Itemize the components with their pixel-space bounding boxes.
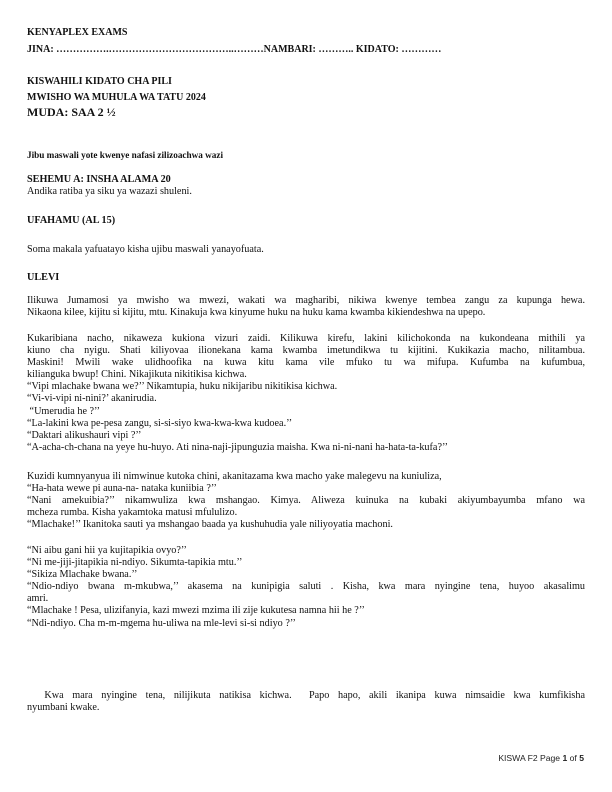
text-line: Maskini! Mwili wake ulidhoofika na kuwa kitu kama vile mfuko tu wa mifupa. Kufumba na kufumbua, (27, 357, 585, 369)
text-line: amri. (27, 593, 49, 605)
text-line: kiuno cha nyigu. Shati kiliyovaa ilionekana kama kwamba imetundikwa tu kijitini. Kukikazia macho, nilitambua. (27, 345, 585, 357)
text-line: “Mlachake!’’ Ikanitoka sauti ya mshangao baada ya kushuhudia yale niliyoyatia machoni. (27, 519, 393, 531)
text-line: “Vi-vi-vipi ni-nini?’ akanirudia. (27, 393, 157, 405)
text-line: mcheza rumba. Kisha yakamtoka matusi mfululizo. (27, 507, 238, 519)
text-line: Kwa mara nyingine tena, nilijikuta natikisa kichwa. Papo hapo, akili ikanipa kuwa nimsaidie kwa kumfikisha (27, 690, 585, 701)
text-line: “Umerudia he ?’’ (27, 405, 101, 417)
total-pages-number: 5 (579, 753, 584, 763)
exam-duration: MUDA: SAA 2 ½ (27, 105, 116, 119)
subject-title: KISWAHILI KIDATO CHA PILI (27, 76, 172, 87)
text-line: “Vipi mlachake bwana we?’’ Nikamtupia, huku nikijaribu nikitikisa kichwa. (27, 381, 338, 393)
text-line: “Ni me-jiji-jitapikia ni-ndiyo. Sikumta-tapikia mtu.’’ (27, 557, 243, 569)
student-fields-line: JINA: …………….………………………………..………NAMBARI: ……….. KIDATO: ………… (27, 44, 442, 55)
term-title: MWISHO WA MUHULA WA TATU 2024 (27, 92, 206, 103)
current-page-number: 1 (562, 753, 568, 763)
text-line: “Nani amekuibia?’’ nikamwuliza kwa mshangao. Kimya. Aliweza kuinuka na kubaki akiyumbayumba mfano wa (27, 495, 585, 507)
story-paragraph-5 (27, 690, 585, 714)
footer-prefix: KISWA F2 Page (498, 753, 563, 763)
comprehension-title: UFAHAMU (AL 15) (27, 215, 116, 226)
text-line: “Mlachake ! Pesa, ulizifanyia, kazi mwezi mzima ili zije kukutesa namna hii he ?’’ (27, 605, 365, 617)
text-line: kilianguka bwup! Chini. Nikajikuta nikitikisa kichwa. (27, 369, 247, 381)
text-line: Nikaona kilee, kijitu si kijitu, mtu. Kinakuja kwa kinyume huku na huku kama kwamba kikiendeshwa na upepo. (27, 307, 486, 319)
story-title: ULEVI (27, 272, 60, 283)
text-line: “La-lakini kwa pe-pesa zangu, si-si-siyo kwa-kwa-kwa kudoea.’’ (27, 417, 293, 429)
section-a-title: SEHEMU A: INSHA ALAMA 20 (27, 174, 171, 185)
story-paragraph-1 (27, 295, 585, 319)
text-line: “Ni aibu gani hii ya kujitapikia ovyo?’’ (27, 545, 187, 556)
story-paragraph-4 (27, 545, 585, 630)
story-paragraph-3 (27, 471, 585, 531)
text-line: “Ndi-ndiyo. Cha m-m-mgema hu-uliwa na mle-levi si-si ndiyo ?’’ (27, 617, 296, 629)
publisher-name: KENYAPLEX EXAMS (27, 27, 128, 38)
general-instruction: Jibu maswali yote kwenye nafasi zilizoachwa wazi (27, 150, 223, 160)
section-a-prompt: Andika ratiba ya siku ya wazazi shuleni. (27, 186, 192, 197)
text-line: “Ndio-ndiyo bwana m-mkubwa,’’ akasema na kunipigia saluti . Kisha, kwa mara nyingine tena, huyoo akasalimu (27, 581, 585, 593)
text-line: “Sikiza Mlachake bwana.’’ (27, 569, 138, 581)
text-line: “Daktari alikushauri vipi ?’’ (27, 429, 142, 441)
story-paragraph-2 (27, 333, 585, 454)
text-line: Ilikuwa Jumamosi ya mwisho wa mwezi, wakati wa magharibi, nikiwa kwenye tembea zangu za kupunga hewa. (27, 295, 585, 306)
text-line: Kuzidi kumnyanyua ili nimwinue kutoka chini, akanitazama kwa macho yake malegevu na kuniuliza, (27, 471, 442, 482)
comprehension-instruction: Soma makala yafuatayo kisha ujibu maswali yanayofuata. (27, 244, 264, 255)
text-line: Kukaribiana nacho, nikaweza kukiona vizuri zaidi. Kilikuwa kirefu, lakini kilichokonda na kukondeana mithili ya (27, 333, 585, 344)
text-line: “Ha-hata wewe pi auna-na- nataka kuniibia ?’’ (27, 483, 217, 495)
text-line: “A-acha-ch-chana na yeye hu-huyo. Ati nina-naji-jipunguzia maisha. Kwa ni-ni-nani ha-hata-ta-kufa?’’ (27, 441, 448, 453)
footer-of: of (567, 753, 580, 763)
page-footer (498, 753, 584, 763)
text-line: nyumbani kwake. (27, 702, 100, 714)
